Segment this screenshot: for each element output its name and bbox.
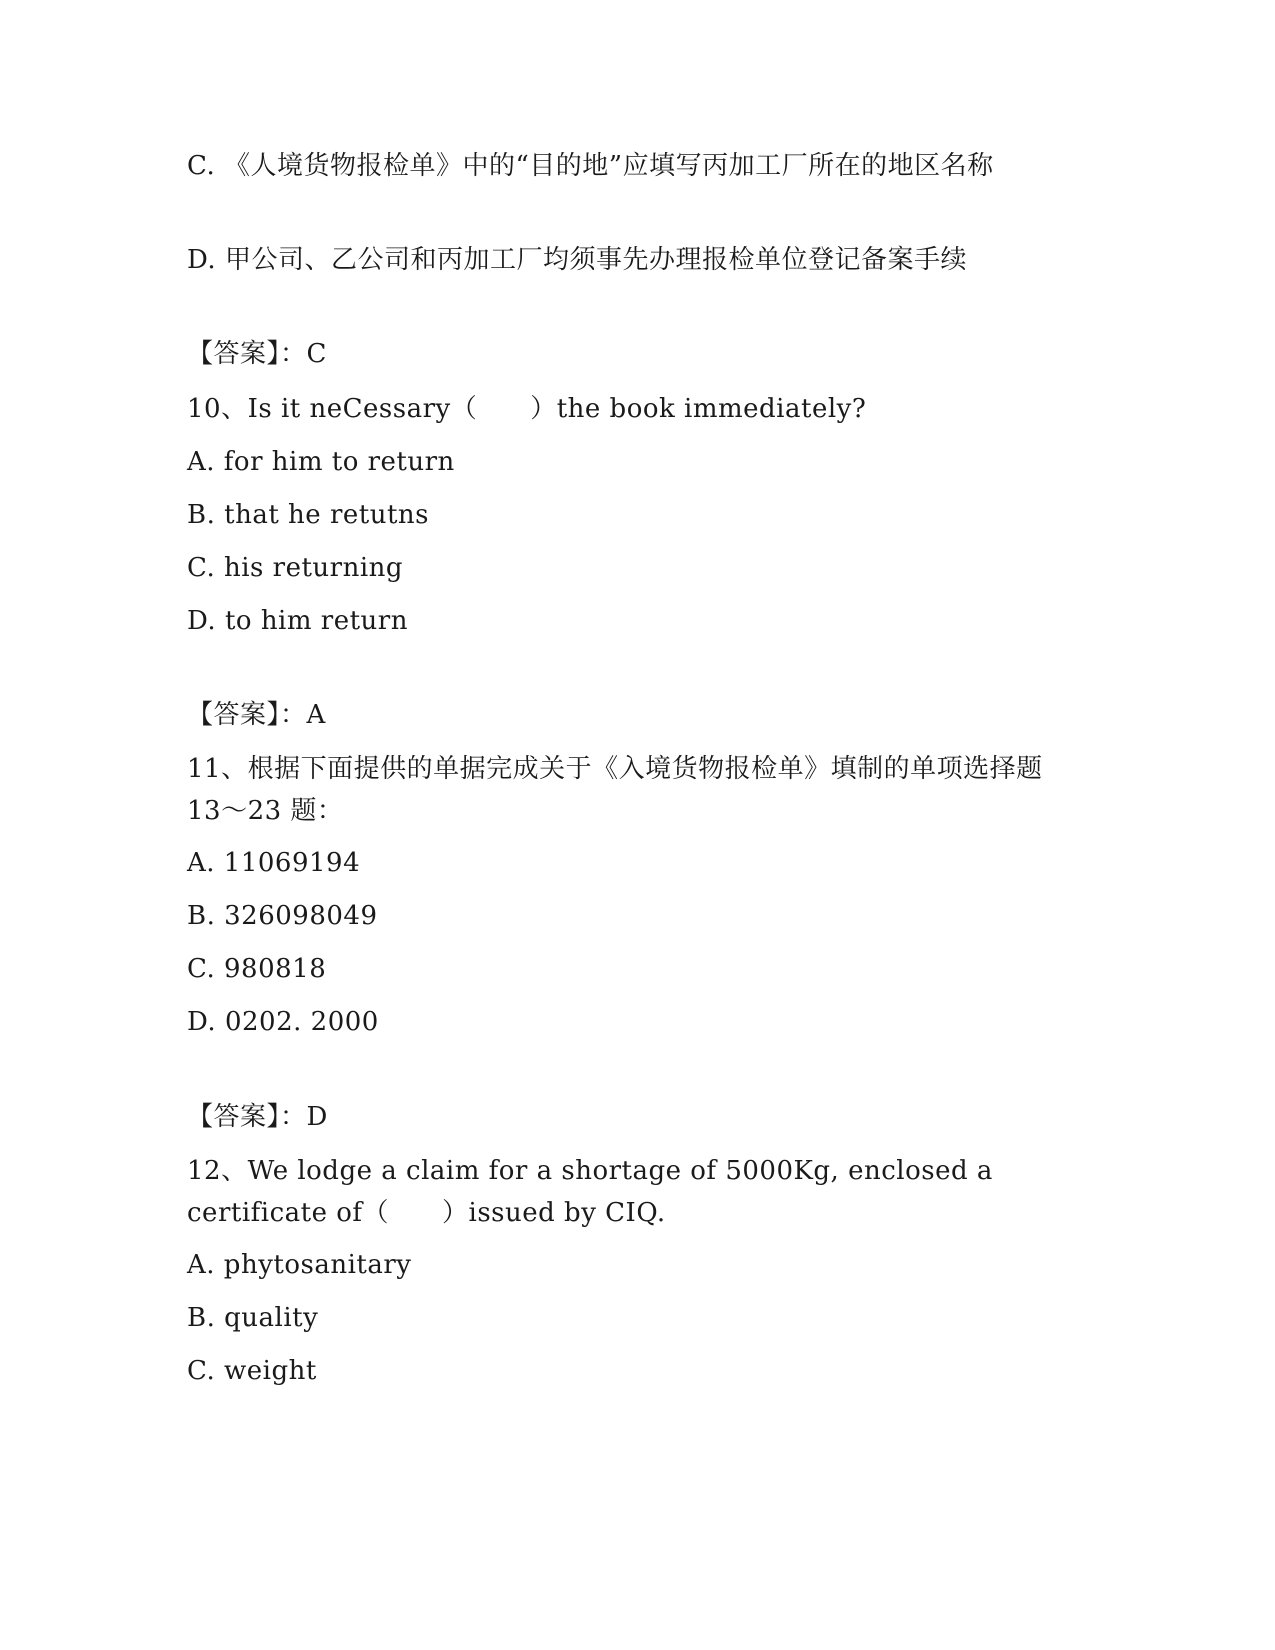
q12-option-a: A. phytosanitary (187, 1250, 412, 1280)
q12-option-b: B. quality (187, 1303, 319, 1333)
q12-option-c: C. weight (187, 1356, 317, 1386)
q10-option-d: D. to him return (187, 606, 408, 636)
q12-question: 12、We lodge a claim for a shortage of 5000Kg, enclosed a certificate of（ ）issued by CIQ. (187, 1156, 993, 1228)
q10-option-a: A. for him to return (187, 447, 455, 477)
q10-question: 10、Is it neCessary（ ）the book immediately? (187, 394, 867, 424)
q11-option-b: B. 326098049 (187, 901, 378, 931)
q9-option-d: D. 甲公司、乙公司和丙加工厂均须事先办理报检单位登记备案手续 (187, 245, 967, 275)
q11-option-d: D. 0202. 2000 (187, 1007, 379, 1037)
q10-answer: 【答案】：A (187, 700, 326, 730)
q10-option-c: C. his returning (187, 553, 404, 583)
q9-option-c: C. 《人境货物报检单》中的“目的地”应填写丙加工厂所在的地区名称 (187, 151, 994, 181)
q10-option-b: B. that he retutns (187, 500, 429, 530)
q11-option-c: C. 980818 (187, 954, 327, 984)
q11-question: 11、根据下面提供的单据完成关于《入境货物报检单》填制的单项选择题 13～23 题： (187, 754, 1043, 826)
q11-answer: 【答案】：D (187, 1102, 328, 1132)
q11-option-a: A. 11069194 (187, 848, 361, 878)
q9-answer: 【答案】：C (187, 339, 327, 369)
